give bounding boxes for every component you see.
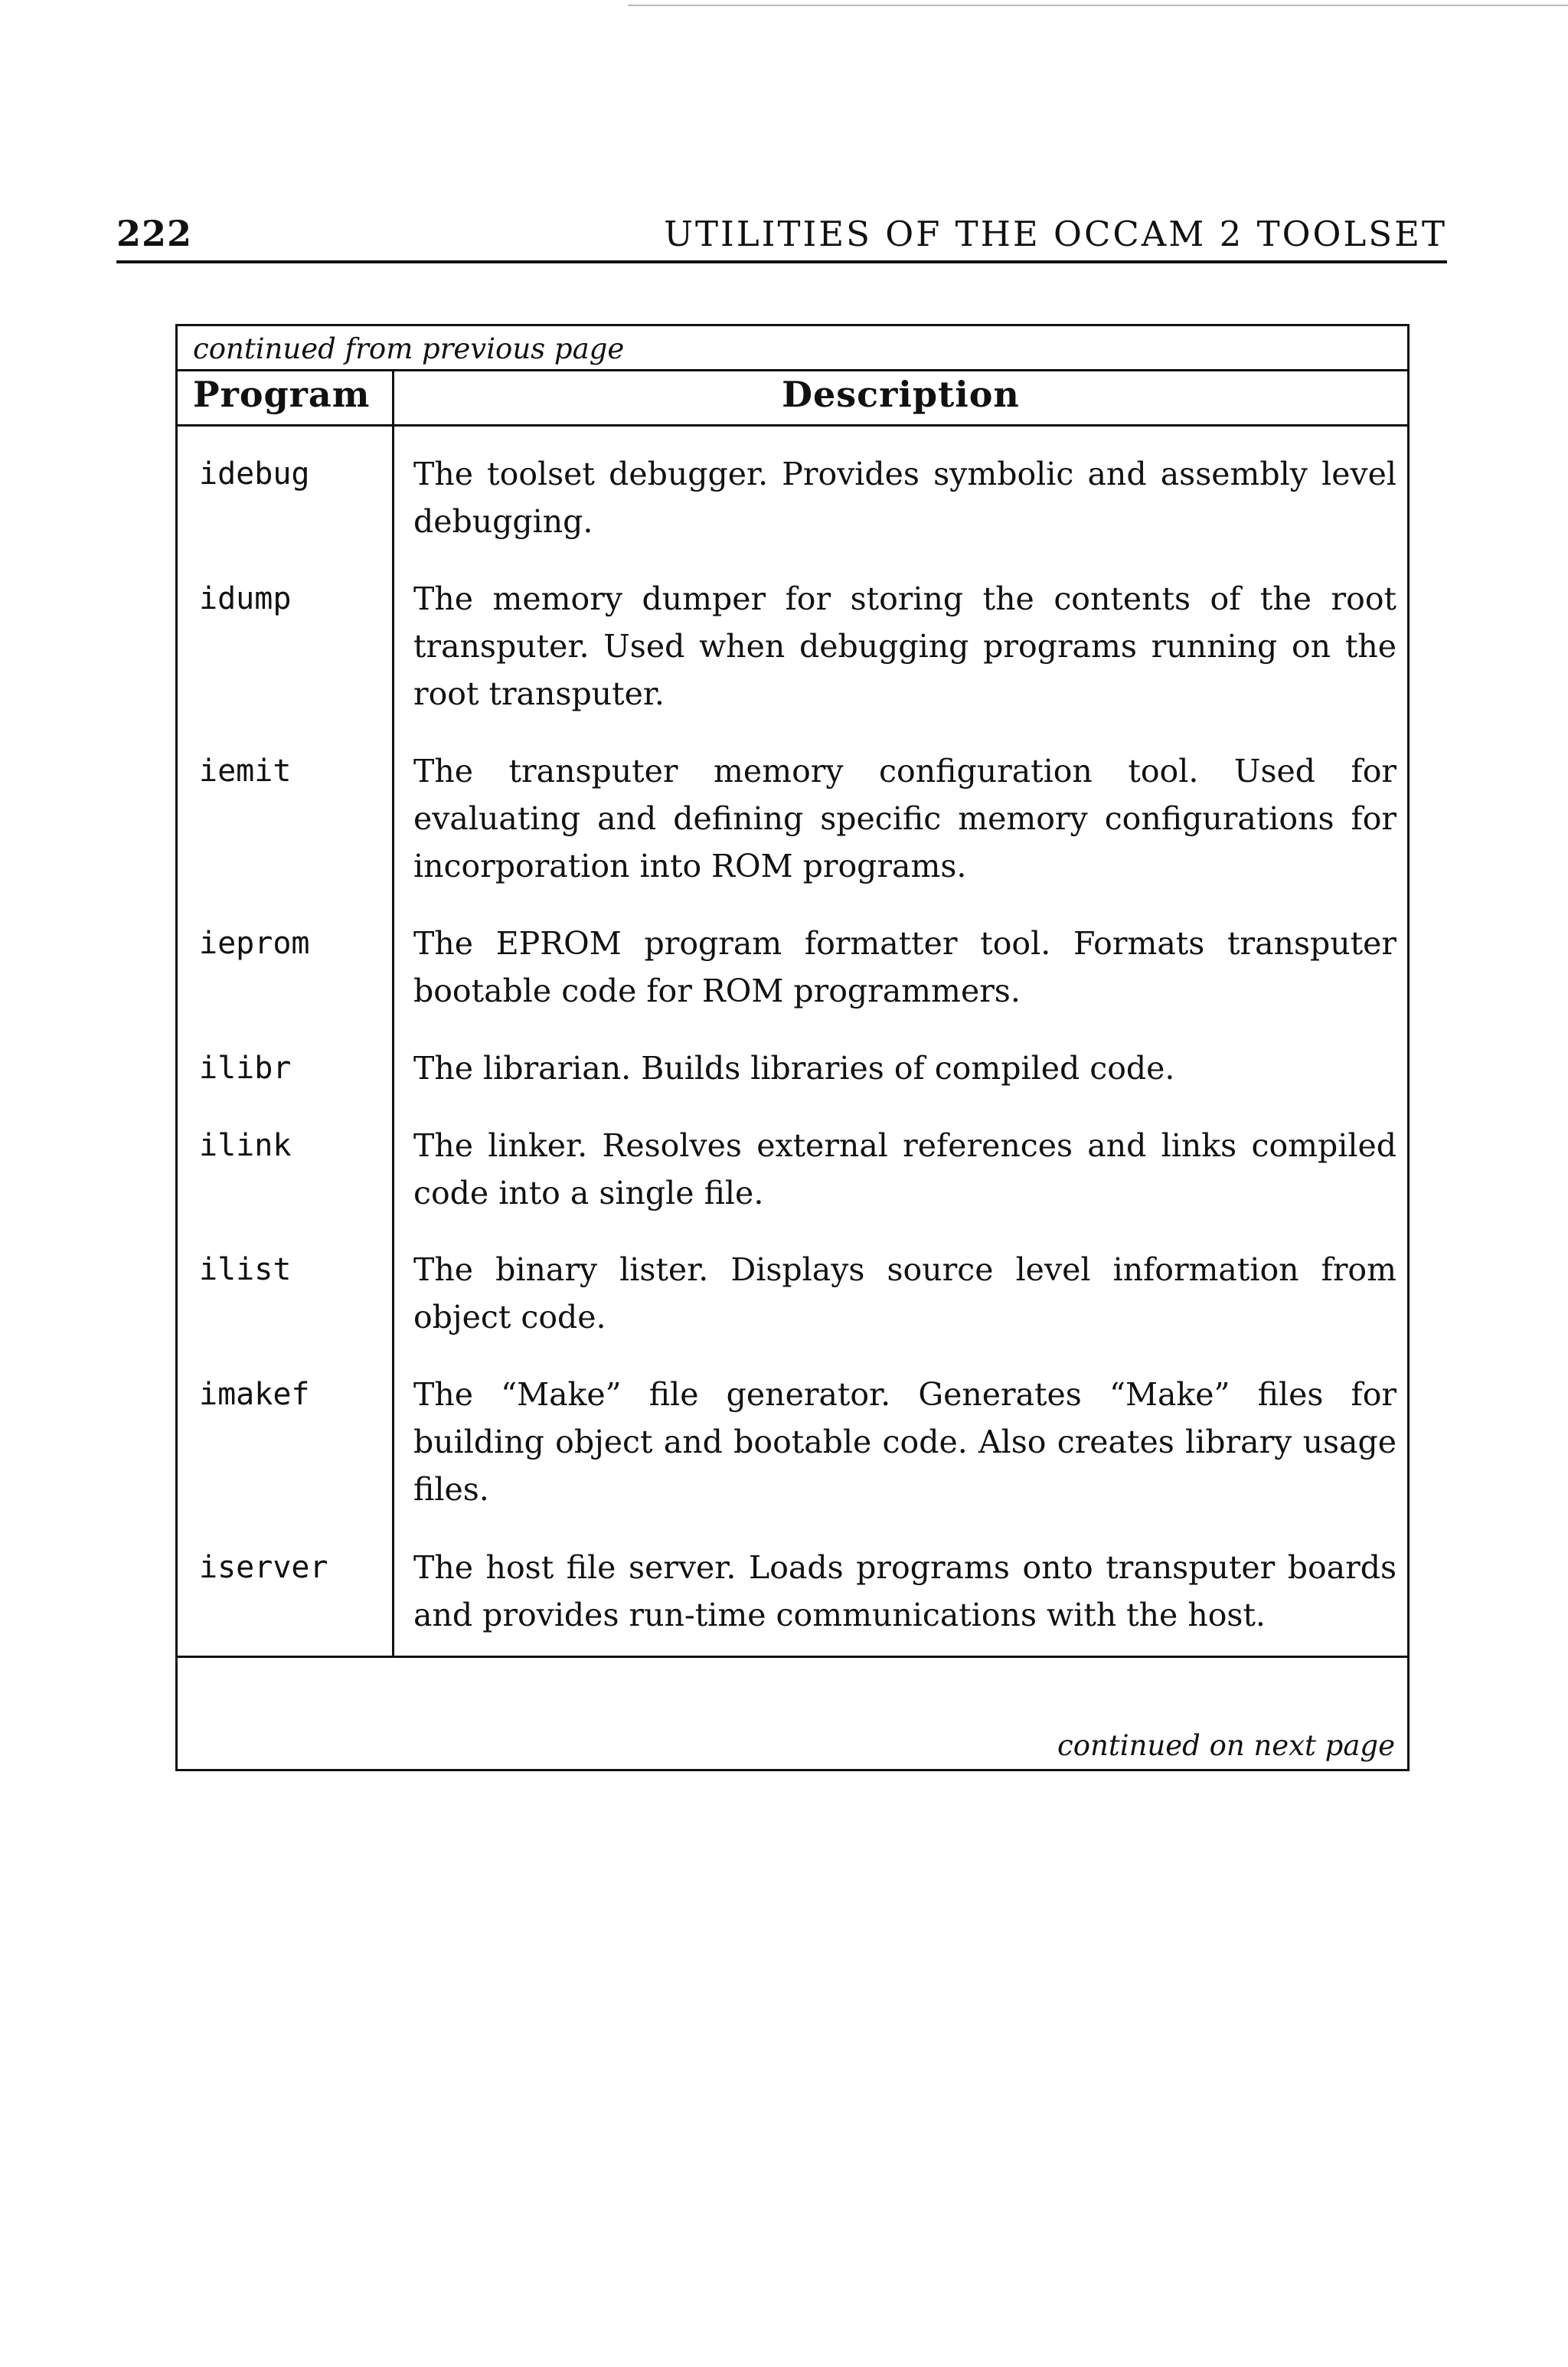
continued-from-note: continued from previous page — [193, 332, 625, 365]
program-name: iemit — [199, 754, 292, 789]
program-description: The EPROM program formatter tool. Formats transputer bootable code for ROM programmers. — [413, 925, 1396, 1009]
program-name: imakef — [199, 1377, 310, 1412]
table-rule — [178, 424, 1407, 427]
continued-on-note: continued on next page — [1057, 1729, 1395, 1762]
program-name: iserver — [199, 1550, 328, 1585]
program-description: The binary lister. Displays source level information from object code. — [413, 1251, 1396, 1336]
table-rule — [178, 1656, 1407, 1658]
program-name: ilist — [199, 1252, 292, 1287]
program-description: The linker. Resolves external references and links compiled code into a single file. — [413, 1127, 1396, 1211]
program-name: idebug — [199, 456, 310, 492]
column-header-program: Program — [193, 374, 371, 415]
column-divider — [392, 369, 394, 1656]
program-description: The transputer memory configuration tool. Used for evaluating and defining specific memory configurations for incorporation into ROM programs. — [413, 753, 1396, 884]
scan-edge-line — [628, 5, 1568, 6]
table-rule — [178, 369, 1407, 371]
running-head: UTILITIES OF THE OCCAM 2 TOOLSET — [664, 214, 1447, 254]
program-description: The host file server. Loads programs onto transputer boards and provides run-time communications with the host. — [413, 1549, 1396, 1633]
program-name: ilink — [199, 1128, 292, 1163]
programs-table — [175, 324, 1410, 1771]
program-name: ilibr — [199, 1051, 292, 1086]
program-description: The “Make” file generator. Generates “Make” files for building object and bootable code. Also creates library usage files. — [413, 1376, 1396, 1508]
program-description: The toolset debugger. Provides symbolic and assembly level debugging. — [413, 456, 1396, 540]
program-name: idump — [199, 581, 292, 616]
program-name: ieprom — [199, 926, 310, 961]
program-description: The librarian. Builds libraries of compiled code. — [413, 1050, 1175, 1087]
column-header-description: Description — [782, 374, 1020, 415]
page-number: 222 — [116, 213, 193, 254]
page-header — [116, 205, 1447, 263]
program-description: The memory dumper for storing the contents of the root transputer. Used when debugging programs running on the root transputer. — [413, 580, 1396, 712]
